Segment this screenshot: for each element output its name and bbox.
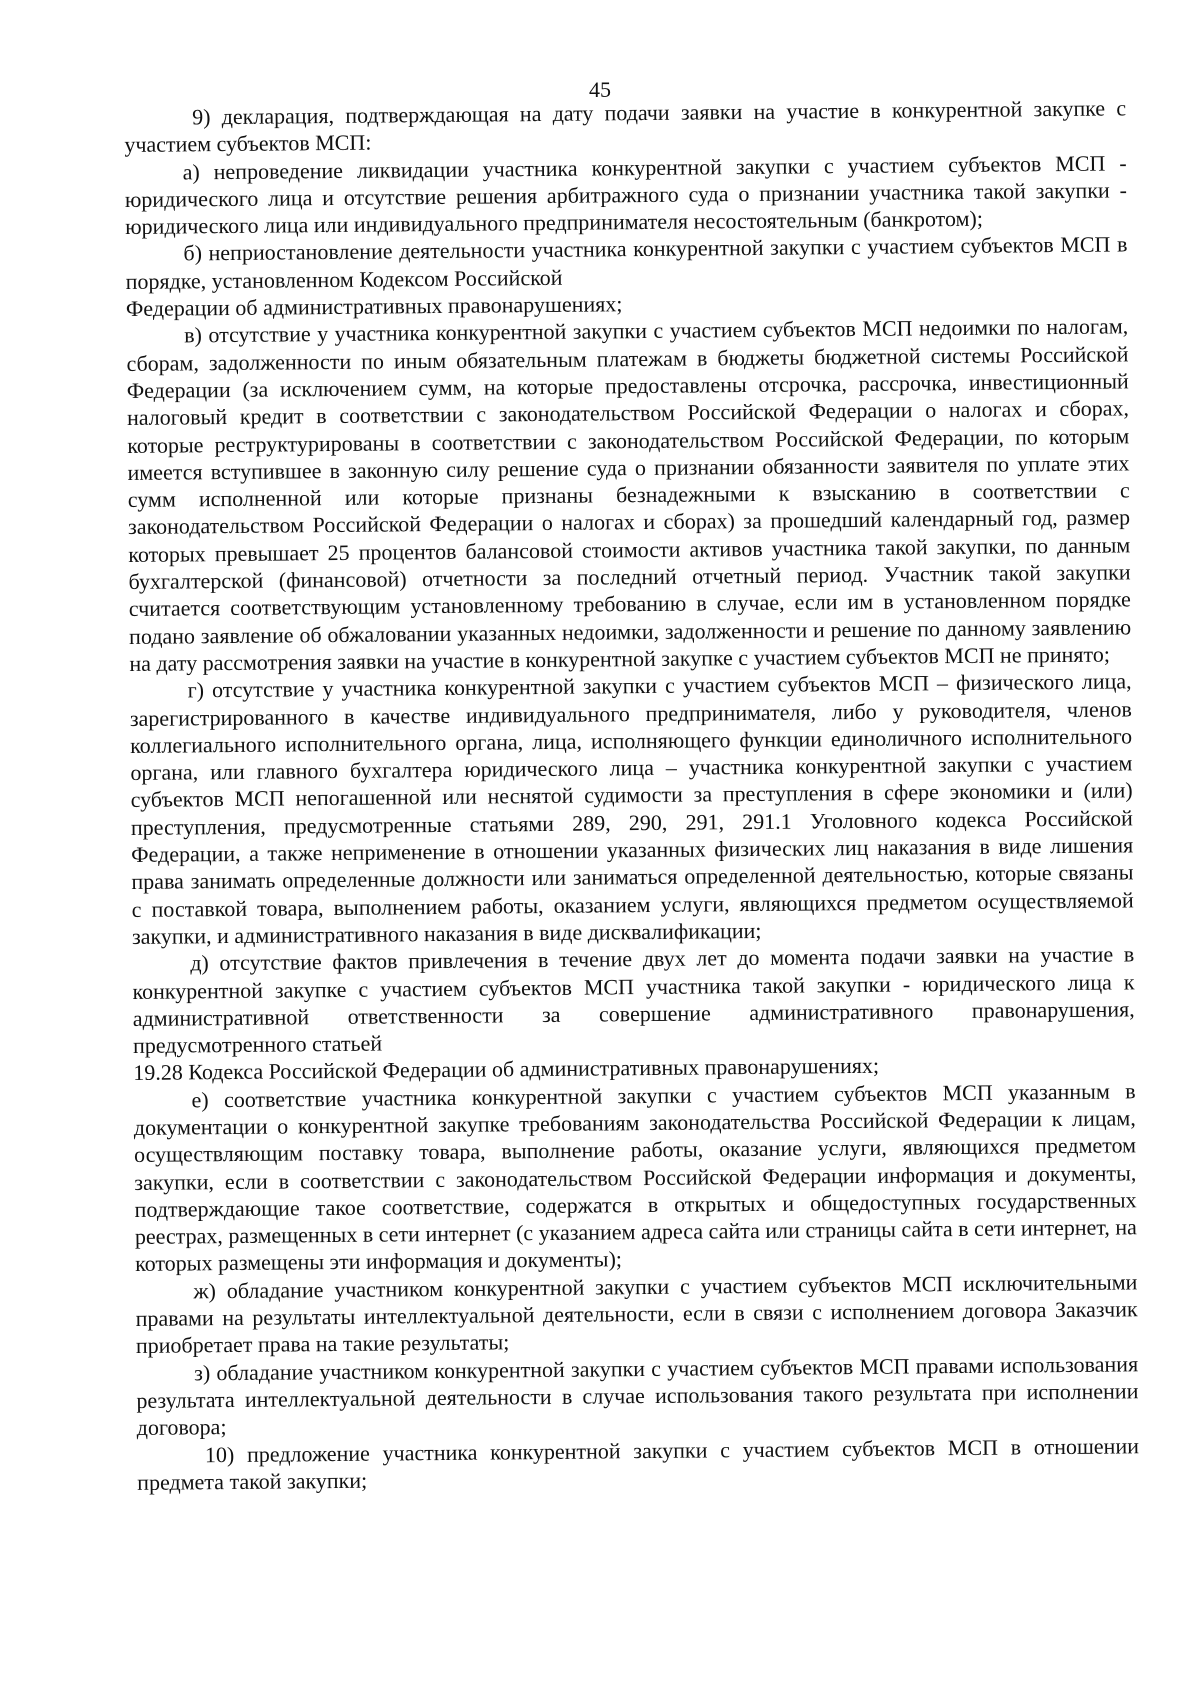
subitem-d-continuation: 19.28 Кодекса Российской Федерации об административных правонарушениях; — [133, 1053, 880, 1086]
subitem-z-usage-rights: з) обладание участником конкурентной закупки с участием субъектов МСП правами использования результата интеллектуальной деятельности в случае использования такого результата при исполнении договора; — [136, 1350, 1139, 1441]
subitem-zh-exclusive-rights: ж) обладание участником конкурентной закупки с участием субъектов МСП исключительными правами на результаты интеллектуальной деятельности, если в связи с исполнением договора Заказчик приобретает права на такие результаты; — [135, 1269, 1138, 1359]
page-number: 45 — [589, 77, 611, 102]
document-body — [124, 94, 1139, 1496]
subitem-b-continuation: Федерации об административных правонарушениях; — [125, 291, 623, 322]
subitem-v-no-arrears: в) отсутствие у участника конкурентной закупки с участием субъектов МСП недоимки по налогам, сборам, задолженности по иным обязательным платежам в бюджеты бюджетной системы Российской Федерации (за исключением сумм, на которые предоставлены отсрочка, рассрочка, инвестиционный налоговый кредит в соответствии с законодательством Российской Федерации о налогах и сборах, которые реструктурированы в соответствии с законодательством Российской Федерации, по которым имеется вступившее в законную силу решение суда о признании обязанности заявителя по уплате этих сумм исполненной или которые признаны безнадежными к взысканию в соответствии с законодательством Российской Федерации о налогах и сборах) за прошедший календарный год, размер которых превышает 25 процентов балансовой стоимости активов участника такой закупки, по данным бухгалтерской (финансовой) отчетности за последний отчетный период. Участник такой закупки считается соответствующим установленному требованию в случае, если им в установленном порядке подано заявление об обжаловании указанных недоимки, задолженности и решение по данному заявлению на дату рассмотрения заявки на участие в конкурентной закупке с участием субъектов МСП не принято; — [126, 313, 1132, 676]
list-item-9-declaration: 9) декларация, подтверждающая на дату подачи заявки на участие в конкурентной закупке с участием субъектов МСП: — [124, 95, 1127, 158]
list-item-10-proposal: 10) предложение участника конкурентной закупки с участием субъектов МСП в отношении предмета такой закупки; — [137, 1432, 1140, 1495]
subitem-a-no-liquidation: а) непроведение ликвидации участника конкурентной закупки с участием субъектов МСП - юридического лица и отсутствие решения арбитражного суда о признании участника такой закупки - юридического лица или индивидуального предпринимателя несостоятельным (банкротом); — [124, 149, 1127, 240]
subitem-d-no-administrative-liability: д) отсутствие фактов привлечения в течение двух лет до момента подачи заявки на участие в конкурентной закупке с участием субъектов МСП участника такой закупки - юридического лица к административной ответственности за совершение административного правонарушения, предусмотренного статьей — [132, 941, 1135, 1059]
subitem-b-no-suspension: б) неприостановление деятельности участника конкурентной закупки с участием субъектов МСП в порядке, установленном Кодексом Российской — [125, 231, 1128, 294]
subitem-g-no-criminal-record: г) отсутствие у участника конкурентной закупки с участием субъектов МСП – физического лица, зарегистрированного в качестве индивидуального предпринимателя, либо у руководителя, членов коллегиального исполнительного органа, лица, исполняющего функции единоличного исполнительного органа, или главного бухгалтера юридического лица – участника конкурентной закупки с участием субъектов МСП непогашенной или неснятой судимости за преступления в сфере экономики и (или) преступления, предусмотренные статьями 289, 290, 291, 291.1 Уголовного кодекса Российской Федерации, а также неприменение в отношении указанных физических лиц наказания в виде лишения права занимать определенные должности или заниматься определенной деятельностью, которые связаны с поставкой товара, выполнением работы, оказанием услуги, являющихся предметом осуществляемой закупки, и административного наказания в виде дисквалификации; — [129, 668, 1134, 949]
subitem-e-compliance: е) соответствие участника конкурентной закупки с участием субъектов МСП указанным в документации о конкурентной закупке требованиям законодательства Российской Федерации к лицам, осуществляющим поставку товара, выполнение работы, оказание услуги, являющихся предметом закупки, если в соответствии с законодательством Российской Федерации информация и документы, подтверждающие такое соответствие, содержатся в открытых и общедоступных государственных реестрах, размещенных в сети интернет (с указанием адреса сайта или страницы сайта в сети интернет, на которых размещены эти информация и документы); — [133, 1078, 1137, 1277]
